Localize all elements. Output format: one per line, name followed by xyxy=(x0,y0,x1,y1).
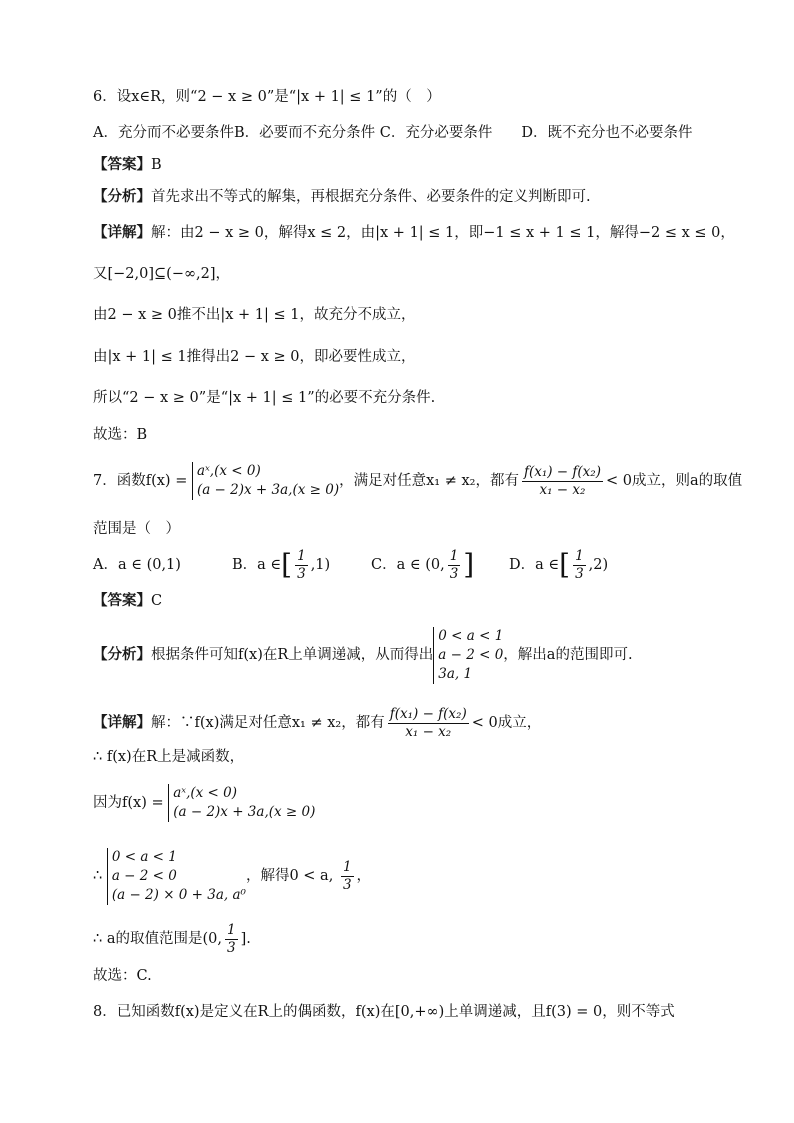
answer-tag: 【答案】 xyxy=(93,593,151,609)
q6-stem: 6．设x∈R，则“2 − x ≥ 0”是“|x + 1| ≤ 1”的（ ） xyxy=(93,89,441,105)
q8-stem: 8．已知函数f(x)是定义在R上的偶函数，f(x)在[0,+∞)上单调递减，且f(3) = 0，则不等式 xyxy=(93,1004,675,1020)
therefore-symbol: ∴ xyxy=(93,868,103,884)
option-d-suffix: ,2) xyxy=(588,557,609,573)
option-b-prefix: B．a ∈ xyxy=(232,557,282,573)
frac-numerator: 1 xyxy=(449,547,459,564)
analysis-system xyxy=(433,627,503,684)
q7-analysis xyxy=(93,625,633,685)
q7-option-c: C．a ∈ (0, $\frac{1}{3}$ ] xyxy=(371,546,474,584)
q7-option-d: D．a ∈[ $\frac{1}{3}$ ,2) xyxy=(509,547,609,582)
frac-denominator: x₁ − x₂ xyxy=(405,723,452,740)
frac-numerator: f(x₁) − f(x₂) xyxy=(523,463,601,480)
frac-denominator: 3 xyxy=(226,939,236,956)
q6-choose: 故选：B xyxy=(93,427,148,443)
q6-line4: 由|x + 1| ≤ 1推得出2 − x ≥ 0，即必要性成立， xyxy=(93,349,416,365)
q7-stem xyxy=(93,462,742,500)
frac-denominator: 3 xyxy=(575,565,584,582)
q7-line4 xyxy=(93,846,371,906)
q6-analysis xyxy=(93,187,591,207)
option-d-fraction xyxy=(573,548,586,583)
option-d-prefix: D．a ∈ xyxy=(509,557,560,573)
detail-text-b: < 0成立， xyxy=(471,715,542,731)
line4-system xyxy=(107,848,246,905)
analysis-text-b: ，解出a的范围即可. xyxy=(503,647,633,663)
frac-numerator: 1 xyxy=(226,921,236,938)
analysis-text: 首先求出不等式的解集，再根据充分条件、必要条件的定义判断即可. xyxy=(151,189,591,205)
q7-line2: ∴ f(x)在R上是减函数， xyxy=(93,749,245,765)
q7-stem-c: < 0成立，则a的取值 xyxy=(605,473,743,489)
system-line: (a − 2) × 0 + 3a, a⁰ xyxy=(111,886,246,903)
q6-options: A．充分而不必要条件B．必要而不充分条件 C．充分必要条件 D．既不充分也不必要条件 xyxy=(93,125,693,141)
system-line: 3a, 1 xyxy=(438,665,473,682)
line4-text: ，解得0 < a, xyxy=(245,868,338,884)
system-line: a − 2 < 0 xyxy=(111,867,177,884)
q6-answer xyxy=(93,155,162,175)
analysis-text-a: 根据条件可知f(x)在R上单调递减，从而得出 xyxy=(151,647,434,663)
q7-detail xyxy=(93,704,541,742)
q7-fraction xyxy=(522,464,603,499)
q7-option-a: A．a ∈ (0,1) xyxy=(93,557,181,573)
q7-choose: 故选：C. xyxy=(93,968,152,984)
frac-numerator: 1 xyxy=(342,858,352,875)
answer-value: B xyxy=(151,157,162,173)
line5-text: ∴ a的取值范围是 xyxy=(93,931,203,947)
q6-line2: 又[−2,0]⊆(−∞,2]， xyxy=(93,266,231,282)
q7-line5 xyxy=(93,920,251,958)
q7-option-b: B．a ∈[ $\frac{1}{3}$ ,1) xyxy=(232,547,331,582)
frac-denominator: x₁ − x₂ xyxy=(539,481,586,498)
q7-stem-b: ，满足对任意x₁ ≠ x₂，都有 xyxy=(339,473,519,489)
line4-fraction xyxy=(341,859,354,894)
frac-denominator: 3 xyxy=(342,876,352,893)
q7-stem-a: 7．函数f(x) = xyxy=(93,473,188,489)
line3-piecewise xyxy=(168,784,315,822)
q7-piecewise xyxy=(192,462,339,500)
detail-text: 解：由2 − x ≥ 0，解得x ≤ 2，由|x + 1| ≤ 1，即−1 ≤ x + 1 ≤ 1，解得−2 ≤ x ≤ 0， xyxy=(151,225,735,241)
option-c-suffix: ] xyxy=(463,548,475,581)
q7-case2: (a − 2)x + 3a,(x ≥ 0) xyxy=(196,482,340,498)
frac-denominator: 3 xyxy=(297,565,306,582)
q6-line5: 所以“2 − x ≥ 0”是“|x + 1| ≤ 1”的必要不充分条件. xyxy=(93,390,436,406)
analysis-tag: 【分析】 xyxy=(93,189,151,205)
answer-value: C xyxy=(151,593,163,609)
option-c-prefix: C．a ∈ xyxy=(371,557,421,573)
q7-case1: aˣ,(x < 0) xyxy=(196,463,261,479)
detail-text-a: 解：∵f(x)满足对任意x₁ ≠ x₂，都有 xyxy=(151,715,385,731)
frac-numerator: 1 xyxy=(575,547,584,564)
system-line: a − 2 < 0 xyxy=(438,646,504,663)
case-line: (a − 2)x + 3a,(x ≥ 0) xyxy=(173,804,316,820)
detail-tag: 【详解】 xyxy=(93,225,151,241)
detail-tag: 【详解】 xyxy=(93,715,151,731)
q7-stem-d: 范围是（ ） xyxy=(93,521,180,537)
option-b-suffix: ,1) xyxy=(310,557,331,573)
line3-text: 因为f(x) = xyxy=(93,795,164,811)
analysis-tag: 【分析】 xyxy=(93,647,151,663)
system-line: 0 < a < 1 xyxy=(111,848,177,865)
answer-tag: 【答案】 xyxy=(93,157,151,173)
q6-detail xyxy=(93,223,735,243)
option-c-fraction xyxy=(448,548,461,583)
system-line: 0 < a < 1 xyxy=(438,627,504,644)
case-line: aˣ,(x < 0) xyxy=(173,785,237,801)
line5-interval-end: ]. xyxy=(240,931,251,947)
q6-line3: 由2 − x ≥ 0推不出|x + 1| ≤ 1，故充分不成立， xyxy=(93,307,416,323)
line4-end: ， xyxy=(356,868,372,884)
frac-denominator: 3 xyxy=(449,565,459,582)
detail-fraction xyxy=(388,706,469,741)
q7-line3 xyxy=(93,784,315,822)
line5-fraction xyxy=(225,922,238,957)
frac-numerator: f(x₁) − f(x₂) xyxy=(389,705,467,722)
frac-numerator: 1 xyxy=(297,547,306,564)
q7-answer xyxy=(93,591,162,611)
option-b-fraction xyxy=(295,548,308,583)
line5-interval-start: (0, xyxy=(202,931,222,947)
